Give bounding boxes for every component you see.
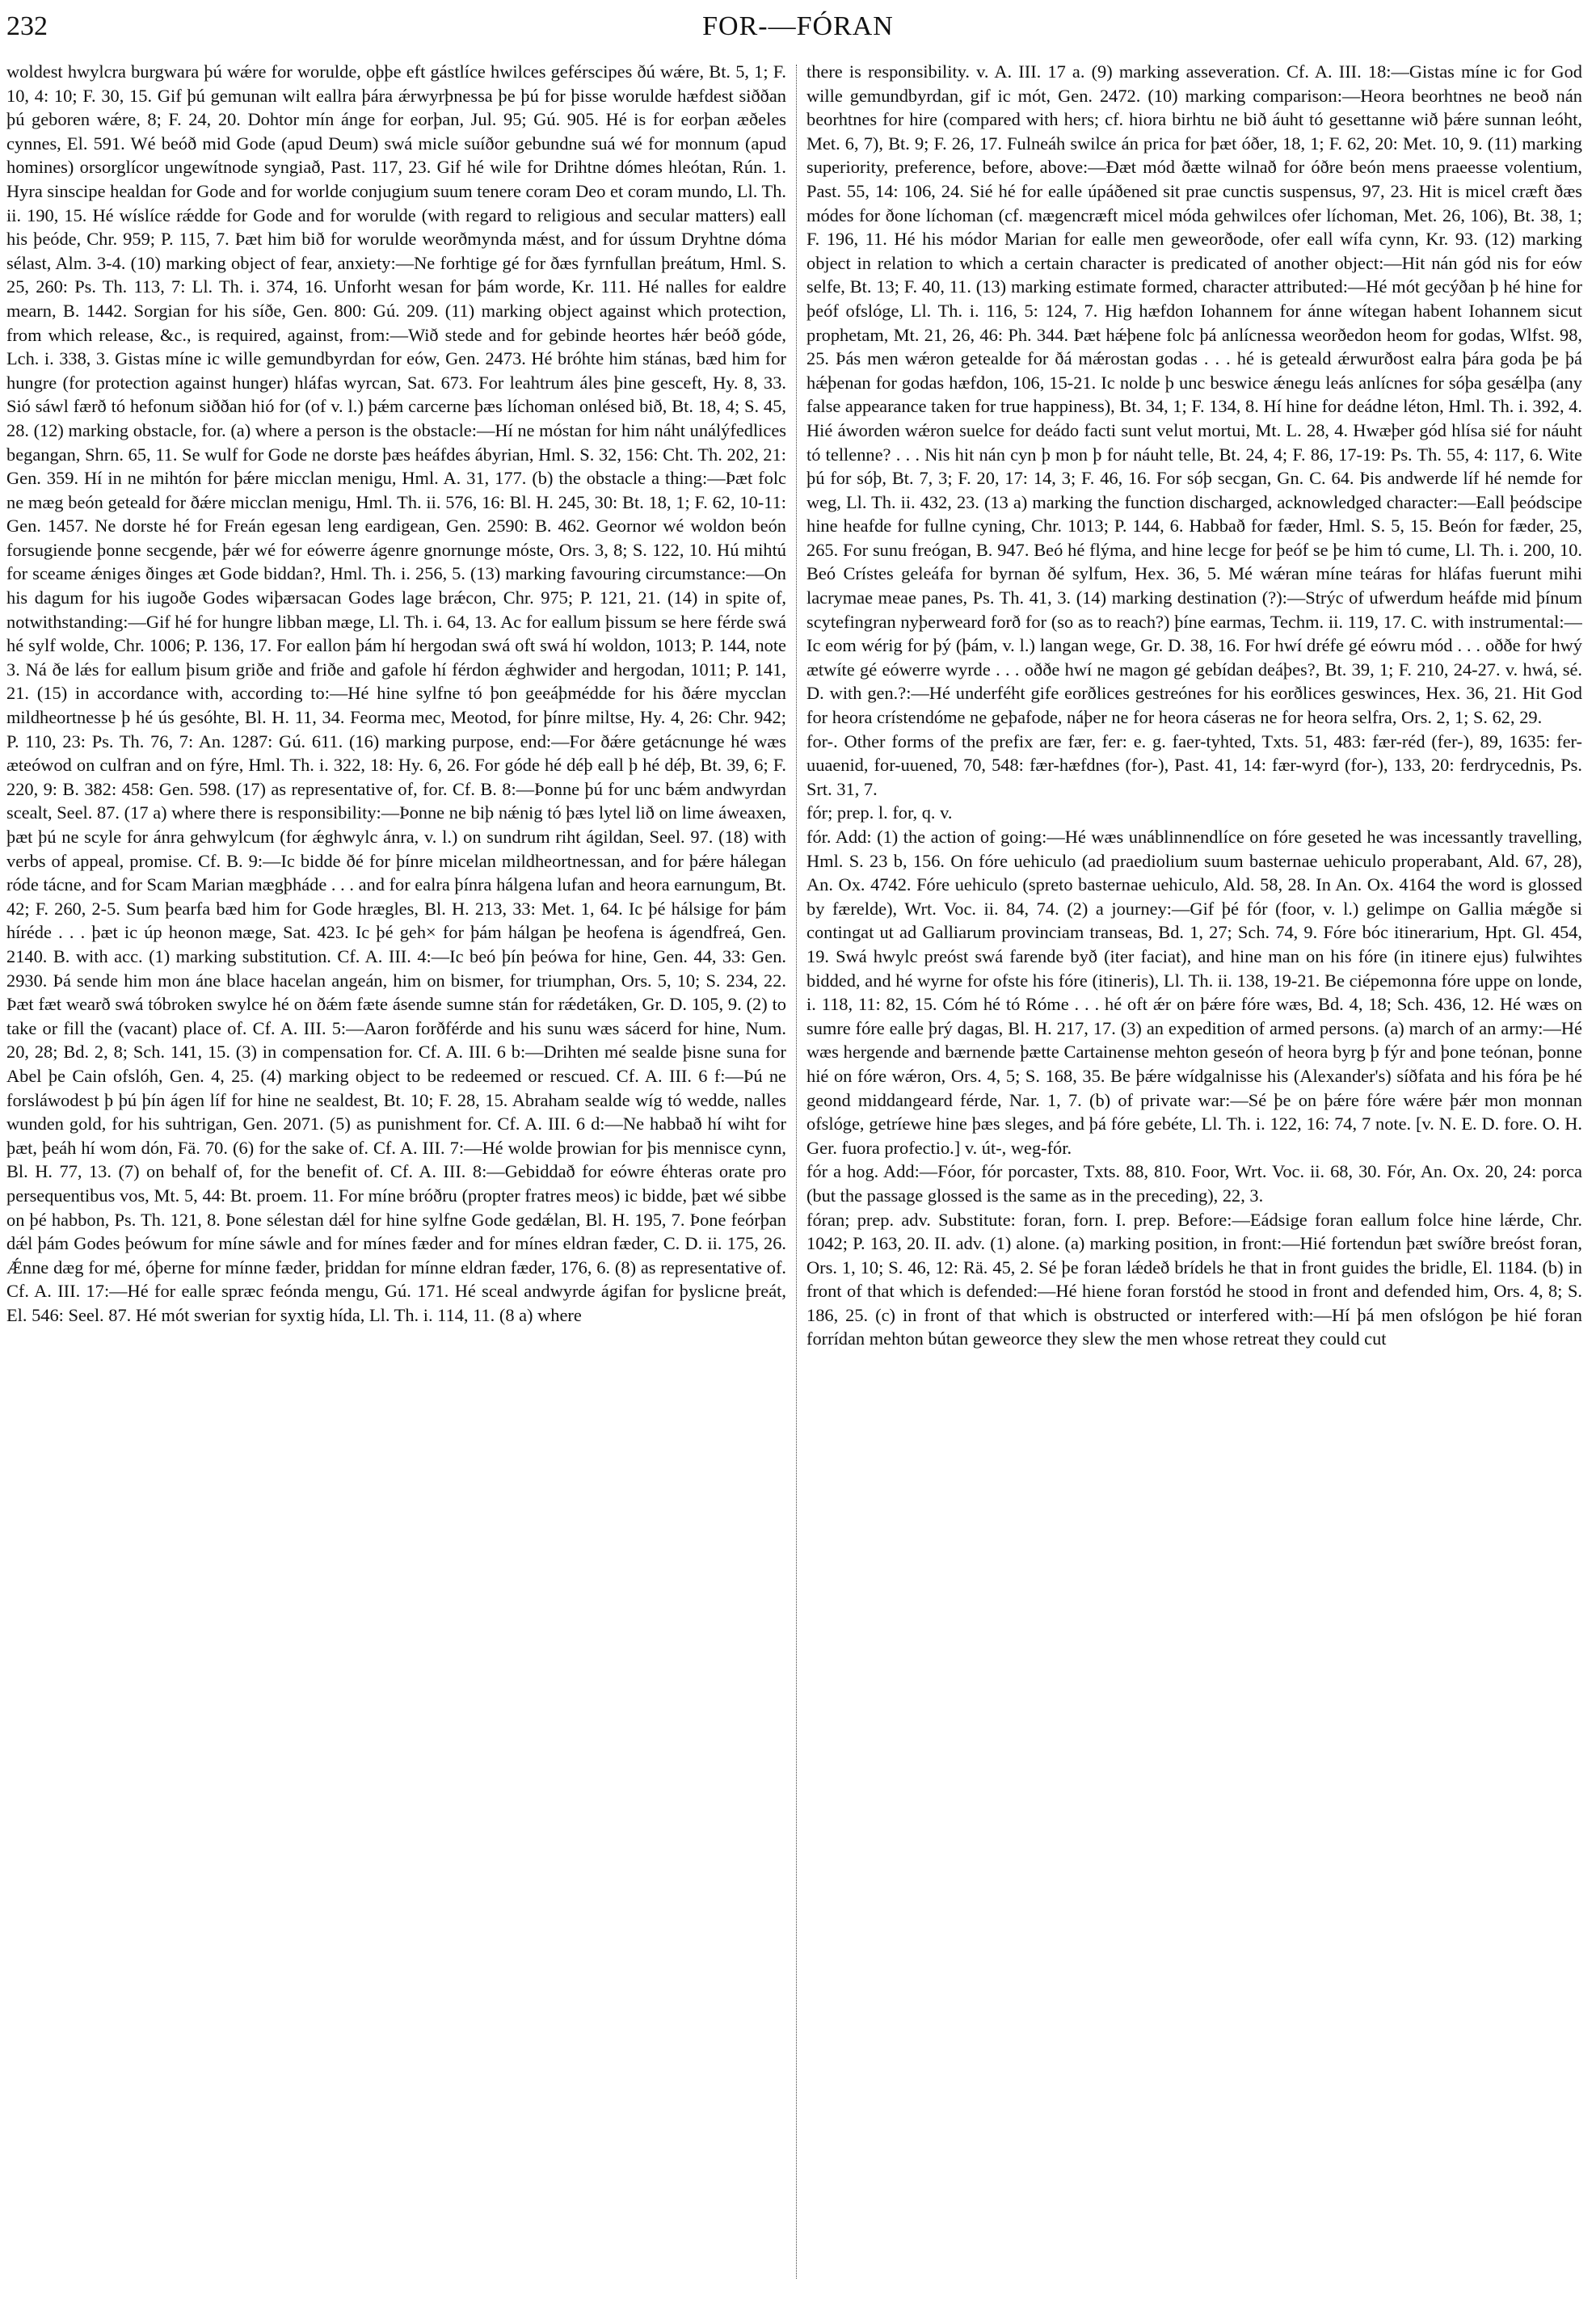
entry-for-prep: fór; prep. l. for, q. v. bbox=[806, 802, 953, 823]
entry-foran: fóran; prep. adv. Substitute: foran, forn. I. prep. Before:—Eádsige foran eallum folce hine lǽrde, Chr. 1042; P. 163, 20. II. adv. (1) alone. (a) marking position, in front:—Hié fortendun þæt swíðre breóst foran, Ors. 1, 10; S. 46, 12: Rä. 45, 2. Sé þe foran lǽdeð brídels he that in front guides the bridle, El. 1184. (b) in front of that which is defended:—Hé hiene foran forstód he stood in front and defended him, Ors. 4, 8; S. 186, 25. (c) in front of that which is obstructed or interfered with:—Hí þá men ofslógon þe hié foran forrídan mehton bútan geweorce they slew the men whose retreat they could cut bbox=[806, 1209, 1582, 1349]
left-column bbox=[6, 60, 786, 2284]
right-column-text-continued: there is responsibility. v. A. III. 17 a. (9) marking asseveration. Cf. A. III. 18:—Gistas míne ic for God wille gemundbyrdan, gif ic mót, Gen. 2472. (10) marking comparison:—Heora beorhtnes ne beoð nán beorhtnes for hire (compared with hers; cf. hiora birhtu ne bið áuht tó gesettanne wið þǽre sunnan leóht, Met. 6, 7), Bt. 9; F. 26, 17. Fulneáh swilce án prica for þæt óðer, 18, 1; F. 62, 20: Met. 10, 9. (11) marking superiority, preference, before, above:—Ðæt mód ðætte wilnað for óðre beón mens praeesse volentium, Past. 55, 14: 106, 24. Sié hé for ealle úpáðened sit prae cunctis suspensus, 97, 23. Hit is micel cræft ðæs módes for ðone líchoman (cf. mægencræft micel móda gehwilces ofer líchoman, Met. 26, 106), Bt. 38, 1; F. 196, 11. Hé his módor Marian for ealle men geweorðode, ofer eall wífa cynn, Kr. 93. (12) marking object in relation to which a certain character is predicated of another object:—Hit nán gód nis for eów selfe, Bt. 13; F. 40, 11. (13) marking estimate formed, character attributed:—Hé mót gecýðan þ hé hine for þeóf ofslóge, Ll. Th. i. 116, 5: 124, 7. Hig hæfdon Iohannem for ánne wítegan habent Iohannem sicut prophetam, Mt. 21, 26, 46: Ph. 344. Þæt hǽþene folc þá anlícnessa weorðedon heom for godas, Wlfst. 98, 25. Þás men wǽron getealde for ðá mǽrostan godas . . . hé is geteald ǽrwurðost ealra þára goda þe þá hǽþenan for godas hæfdon, 106, 15-21. Ic nolde þ unc beswice ǽnegu leás anlícnes for sóþa gesǽlþa (any false appearance taken for true happiness), Bt. 34, 1; F. 134, 8. Hí hine for deádne léton, Hml. Th. i. 392, 4. Hié áworden wǽron suelce for deádo facti sunt velut mortui, Mt. L. 28, 4. Hwæþer gód hlísa sié for náuht tó tellenne? . . . Nis hit nán cyn þ mon þ for náuht telle, Bt. 24, 4; F. 86, 17-19: Ps. Th. 55, 4: 117, 6. Wite þú for sóþ, Bt. 7, 3; F. 20, 17: 14, 3; F. 46, 16. For sóþ secgan, Gn. C. 64. Þis andwerde líf hé nemde for weg, Ll. Th. ii. 432, 23. (13 a) marking the function discharged, acknowledged character:—Eall þeódscipe hine heafde for fullne cyning, Chr. 1013; P. 144, 6. Habbað for fæder, Hml. S. 5, 15. Beón for fæder, 25, 265. For sunu freógan, B. 947. Beó hé flýma, and hine lecge for þeóf se þe him tó cume, Ll. Th. i. 200, 10. Beó Crístes geleáfa for byrnan ðé sylfum, Hex. 36, 5. Mé wǽran míne teáras for hláfas fuerunt mihi lacrymae meae panes, Ps. Th. 41, 3. (14) marking destination (?):—Strýc of ufwerdum heáfde mid þínum scytefingran nyþerweard forð for (so as to reach?) þíne earmas, Techm. ii. 119, 17. C. with instrumental:—Ic eom wérig for þý (þám, v. l.) langan wege, Gr. D. 38, 16. For hwí dréfe gé eówru mód . . . oððe for hwý ætwíte gé eówerre wyrde . . . oððe hwí ne magon gé gebídan deáþes?, Bt. 39, 1; F. 210, 24-27. v. hwá, sé. D. with gen.?:—Hé underféht gife eorðlices gestreónes for his eorðlices geswinces, Hex. 36, 21. Hit God for heora crístendóme ne geþafode, náþer ne for heora cáseras ne for heora selfra, Ors. 2, 1; S. 62, 29. bbox=[806, 61, 1582, 728]
page-number: 232 bbox=[6, 11, 48, 41]
entry-for-prefix: for-. Other forms of the prefix are fær, fer: e. g. faer-tyhted, Txts. 51, 483: fær-réd (fer-), 89, 1635: fer-uuaenid, for-uuened, 70, 548: fær-hæfdnes (for-), Past. 41, 14: fær-wyrd (for-), 133, 20: ferdrycednis, Ps. Srt. 31, 7. bbox=[806, 730, 1582, 799]
column-divider bbox=[796, 65, 797, 2279]
page-header bbox=[0, 11, 1596, 44]
left-column-text: woldest hwylcra burgwara þú wǽre for worulde, oþþe eft gástlíce hwilces geférscipes ðú wǽre, Bt. 5, 1; F. 10, 4: 10; F. 30, 15. Gif þú gemunan wilt eallra þára ǽrwyrþnessa þe þú for þisse worulde hæfdest siððan þú geboren wǽre, 8; F. 24, 20. Dohtor mín ánge for eorþan, Jul. 95; Gú. 905. Hé is for eorþan æðeles cynnes, El. 591. Wé beóð mid Gode (apud Deum) swá micle suíðor gebundne suá wé for monnum (apud homines) orsorglícor ungewítnode syngiað, Past. 117, 23. Gif hé wile for Drihtne dómes hleótan, Rún. 1. Hyra sinscipe healdan for Gode and for worlde conjugium suum tenere coram Deo et coram mundo, Ll. Th. ii. 190, 15. Hé wíslíce rǽdde for Gode and for worulde (with regard to religious and secular matters) eall his þeóde, Chr. 959; P. 115, 7. Þæt him bið for worulde weorðmynda mǽst, and for ússum Dryhtne dóma sélast, Alm. 3-4. (10) marking object of fear, anxiety:—Ne forhtige gé for ðæs fyrnfullan þreátum, Hml. S. 25, 260: Ps. Th. 113, 7: Ll. Th. i. 374, 16. Unforht wesan for þám worde, Kr. 111. Hé nalles for ealdre mearn, B. 1442. Sorgian for his síðe, Gen. 800: Gú. 209. (11) marking object against which protection, from which release, &c., is required, against, from:—Wið stede and for gebinde heortes hǽr beóð góde, Lch. i. 338, 3. Gistas míne ic wille gemundbyrdan for eów, Gen. 2473. Hé bróhte him stánas, bæd him for hungre (for protection against hunger) hláfas wyrcan, Sat. 673. For leahtrum áles þine gesceft, Hy. 8, 33. Sió sáwl færð tó hefonum siððan hió for (of v. l.) þǽm carcerne þæs líchoman onlésed bið, Bt. 18, 4; S. 45, 28. (12) marking obstacle, for. (a) where a person is the obstacle:—Hí ne móstan for him náht unálýfedlices begangan, Shrn. 65, 11. Se wulf for Gode ne dorste þæs heáfdes ábyrian, Hml. S. 32, 156: Cht. Th. 202, 21: Gen. 359. Hí in ne mihtón for þǽre micclan menigu, Hml. A. 31, 177. (b) the obstacle a thing:—Þæt folc ne mæg beón geteald for ðǽre micclan menigu, Hml. Th. ii. 576, 16: Bl. H. 245, 30: Bt. 18, 1; F. 62, 10-11: Gen. 1457. Ne dorste hé for Freán egesan leng eardigean, Gen. 2590: B. 462. Geornor wé woldon beón forsugiende þonne secgende, þǽr wé for eówerre ágenre gnornunge móste, Ors. 3, 8; S. 122, 10. Hú mihtú for sceame ǽniges ðinges æt Gode biddan?, Hml. Th. i. 256, 5. (13) marking favouring circumstance:—On his dagum for his iugoðe Godes wiþærsacan Godes lage brǽcon, Chr. 975; P. 121, 21. (14) in spite of, notwithstanding:—Gif hé for hungre libban mæge, Ll. Th. i. 64, 13. Ac for eallum þissum se here férde swá hé sylf wolde, Chr. 1006; P. 136, 17. For eallon þám hí hergodan swá oft swá hí woldon, 1013; P. 144, note 3. Ná ðe lǽs for eallum þisum griðe and friðe and gafole hí férdon ǽghwider and hergodan, 1011; P. 141, 21. (15) in accordance with, according to:—Hé hine sylfne tó þon geeáþmédde for his ðǽre mycclan mildheortnesse þ hé ús gesóhte, Bl. H. 11, 34. Feorma mec, Meotod, for þínre miltse, Hy. 4, 26: Chr. 942; P. 110, 23: Ps. Th. 76, 7: An. 1287: Gú. 611. (16) marking purpose, end:—For ðǽre getácnunge hé wæs æteówod on culfran and on fýre, Hml. Th. i. 322, 18: Hy. 6, 26. For góde hé déþ eall þ hé déþ, Bt. 39, 6; F. 220, 9: B. 382: 458: Gen. 598. (17) as representative of, for. Cf. B. 8:—Þonne þú for unc bǽm andwyrdan scealt, Seel. 87. (17 a) where there is responsibility:—Þonne ne biþ nǽnig tó þæs lytel lið on lime áweaxen, þæt þú ne scyle for ánra gehwylcum (for ǽghwylc ánra, v. l.) on sundrum riht ágildan, Seel. 97. (18) with verbs of appeal, promise. Cf. B. 9:—Ic bidde ðé for þínre micelan mildheortnessan, and for þǽre hálegan róde tácne, and for Scam Marian mægþháde . . . and for ealra þínra hálgena lufan and heora earnungum, Bt. 42; F. 260, 2-5. Sum þearfa bæd him for Gode hrægles, Bl. H. 213, 33: Met. 1, 64. Ic þé hálsige for þám híréde . . . þæt ic úp heonon mæge, Sat. 423. Ic þé geh× for þám hálgan þe heofena is ágendfreá, Gen. 2140. B. with acc. (1) marking substitution. Cf. A. III. 4:—Ic beó þín þeówa for hine, Gen. 44, 33: Gen. 2930. Þá sende him mon áne blace hacelan angeán, him on bismer, for triumphan, Ors. 5, 10; S. 234, 22. Þæt fæt wearð swá tóbroken swylce hé on ðǽm fæte ásende sumne stán for rǽdetáken, Gr. D. 105, 9. (2) to take or fill the (vacant) place of. Cf. A. III. 5:—Aaron forðférde and his sunu wæs sácerd for hine, Num. 20, 28; Bd. 2, 8; Sch. 141, 15. (3) in compensation for. Cf. A. III. 6 b:—Drihten mé sealde þisne suna for Abel þe Cain ofslóh, Gen. 4, 25. (4) marking object to be redeemed or rescued. Cf. A. III. 6 f:—Þú ne forsláwodest þ þú þín ágen líf for hine ne sealdest, Bt. 10; F. 28, 15. Abraham sealde wíg tó wedde, nalles wunden gold, for his suhtrigan, Gen. 2071. (5) as punishment for. Cf. A. III. 6 d:—Ne habbað hí wiht for þæt, þeáh hí wom dón, Fä. 70. (6) for the sake of. Cf. A. III. 7:—Hé wolde þrowian for þis mennisce cynn, Bl. H. 77, 13. (7) on behalf of, for the benefit of. Cf. A. III. 8:—Gebiddað for eówre éhteras orate pro persequentibus vos, Mt. 5, 44: Bt. proem. 11. For míne bróðru (propter fratres meos) ic bidde, þæt wé sibbe on þé habbon, Ps. Th. 121, 8. Þone sélestan dǽl for hine sylfne Gode gedǽlan, Bl. H. 195, 7. Þone feórþan dǽl þám Godes þeówum for míne sáwle and for mínes fæder and for mínes eldran fæder, C. D. ii. 175, 26. Ǽnne dæg for mé, óþerne for mínne fæder, þriddan for mínne eldran fæder, 176, 6. (8) as representative of. Cf. A. III. 17:—Hé for ealle spræc feónda mengu, Gú. 171. Hé sceal andwyrde ágifan for þyslicne þreát, El. 546: Seel. 87. Hé mót swerian for syxtig hída, Ll. Th. i. 114, 11. (8 a) where bbox=[6, 61, 786, 1325]
right-column bbox=[806, 60, 1582, 2284]
entry-for-noun: fór. Add: (1) the action of going:—Hé wæs unáblinnendlíce on fóre geseted he was incessantly travelling, Hml. S. 23 b, 156. On fóre uehiculo (ad praediolium suum basternae uehiculo properabant, Ald. 67, 28), An. Ox. 4742. Fóre uehiculo (spreto basternae uehiculo, Ald. 58, 28. In An. Ox. 4164 the word is glossed by færelde), Wrt. Voc. ii. 84, 74. (2) a journey:—Gif þé fór (foor, v. l.) gelimpe on Gallia mǽgðe si contingat ut ad Galliarum provinciam transeas, Bd. 1, 27; Sch. 74, 9. Fóre bóc itinerarium, Hpt. Gl. 454, 19. Swá hwylc preóst swá farende byð (iter faciat), and hine man on his fóre (in itinere ejus) fulwihtes bidded, and hé wyrne for ofste his fóre (itineris), Ll. Th. ii. 138, 19-21. Be ciépemonna fóre uppe on londe, i. 118, 11: 82, 15. Cóm hé tó Róme . . . hé oft ǽr on þǽre fóre wæs, Bd. 4, 18; Sch. 436, 12. Hé wæs on sumre fóre ealle þrý dagas, Bl. H. 217, 17. (3) an expedition of armed persons. (a) march of an army:—Hé wæs hergende and bærnende þætte Cartainense mehton geseón of heora byrg þ fýr and þone teónan, þonne hié on fóre wǽron, Ors. 4, 5; S. 168, 35. Be þǽre wídgalnisse his (Alexander's) síðfata and his fóra þe hé geond middangeard férde, Nar. 1, 7. (b) of private war:—Sé þe on þǽre fóre wǽre þǽr mon monnan ofslóge, getríewe hine þæs sleges, and þá fóre gebéte, Ll. Th. i. 122, 16: 74, 7 note. [v. N. E. D. fore. O. H. Ger. fuora profectio.] v. út-, weg-fór. bbox=[806, 827, 1582, 1158]
page-title: FOR-—FÓRAN bbox=[702, 11, 894, 41]
entry-for-hog: fór a hog. Add:—Fóor, fór porcaster, Txts. 88, 810. Foor, Wrt. Voc. ii. 68, 30. Fór, An. Ox. 20, 24: porca (but the passage glossed is the same as in the preceding), 22, 3. bbox=[806, 1161, 1582, 1206]
